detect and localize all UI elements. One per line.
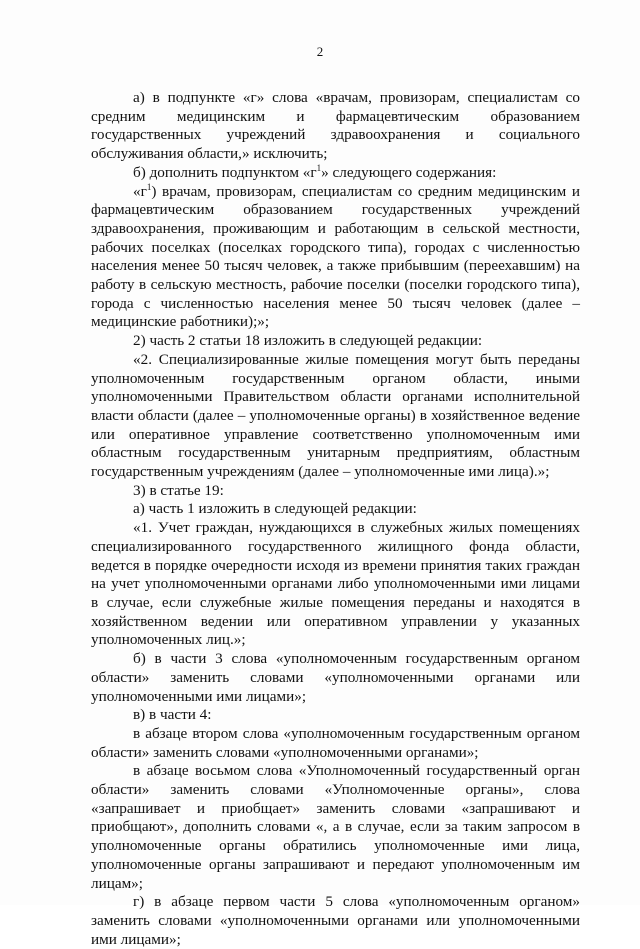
paragraph-article-19-part-1-text: «1. Учет граждан, нуждающихся в служебных жилых помещениях специализированного государственного жилищного фонда области, ведется в порядке очередности исходя из времени принятия таких граждан на учет уполномоченными органами либо уполномоченными ими лицами в случае, если служебные жилые помещения переданы и находятся в хозяйственном ведении или оперативном управлении у указанных уполномоченных лиц.»; <box>91 519 580 649</box>
paragraph-2-article-18: 2) часть 2 статьи 18 изложить в следующей редакции: <box>133 332 483 350</box>
paragraph-a-subitem-g: а) в подпункте «г» слова «врачам, провизорам, специалистам со средним медицинским и фармацевтическим образованием государственных учреждений здравоохранения и социального обслуживания области,» исключить; <box>91 89 580 163</box>
paragraph-3-article-19: 3) в статье 19: <box>133 481 224 499</box>
paragraph-v-part-4: в) в части 4: <box>133 706 212 724</box>
paragraph-article-18-part-2-text: «2. Специализированные жилые помещения могут быть переданы уполномоченным государственным органом области, иными уполномоченными Правительством области органами исполнительной власти области (далее – уполномоченные органы) в хозяйственное ведение или оперативное управление соответственно уполномоченным ими областным государственным унитарным предприятиям, областным государственным учреждениям (далее – уполномоченные ими лица).»; <box>91 350 580 481</box>
paragraph-b-part-3: б) в части 3 слова «уполномоченным государственным органом области» заменить словами «уполномоченными органами или уполномоченными ими лицами»; <box>91 650 580 705</box>
paragraph-g1-medical-workers: «$г^1$) врачам, провизорам, специалистам со средним медицинским и фармацевтическим образованием государственных учреждений здравоохранения, проживающим и работающим в сельской местности, рабочих поселках (поселках городского типа), городах с численностью населения менее 50 тысяч человек, а также прибывшим (переехавшим) на работу в сельскую местность, рабочие поселки (поселки городского типа), города с численностью населения менее 50 тысяч человек (далее – медицинские работники);»; <box>91 181 580 331</box>
page-number: 2 <box>316 44 324 59</box>
paragraph-b-add-subitem: б) дополнить подпунктом «$г^1$» следующего содержания: <box>133 162 497 181</box>
paragraph-second-abzac: в абзаце втором слова «уполномоченным государственным органом области» заменить словами «уполномоченными органами»; <box>91 724 580 761</box>
document-body <box>91 89 580 949</box>
paragraph-a-part-1: а) часть 1 изложить в следующей редакции: <box>133 500 417 518</box>
paragraph-eighth-abzac: в абзаце восьмом слова «Уполномоченный государственный орган области» заменить словами «Уполномоченные органы», слова «запрашивает и приобщает» заменить словами «запрашивают и приобщают», дополнить словами «, а в случае, если за таким запросом в уполномоченные органы обратились уполномоченные ими лица, уполномоченные органы запрашивают и передают уполномоченным им лицам»; <box>91 762 580 892</box>
paragraph-g-part-5: г) в абзаце первом части 5 слова «уполномоченным органом» заменить словами «уполномоченными органами или уполномоченными ими лицами»; <box>91 893 580 948</box>
